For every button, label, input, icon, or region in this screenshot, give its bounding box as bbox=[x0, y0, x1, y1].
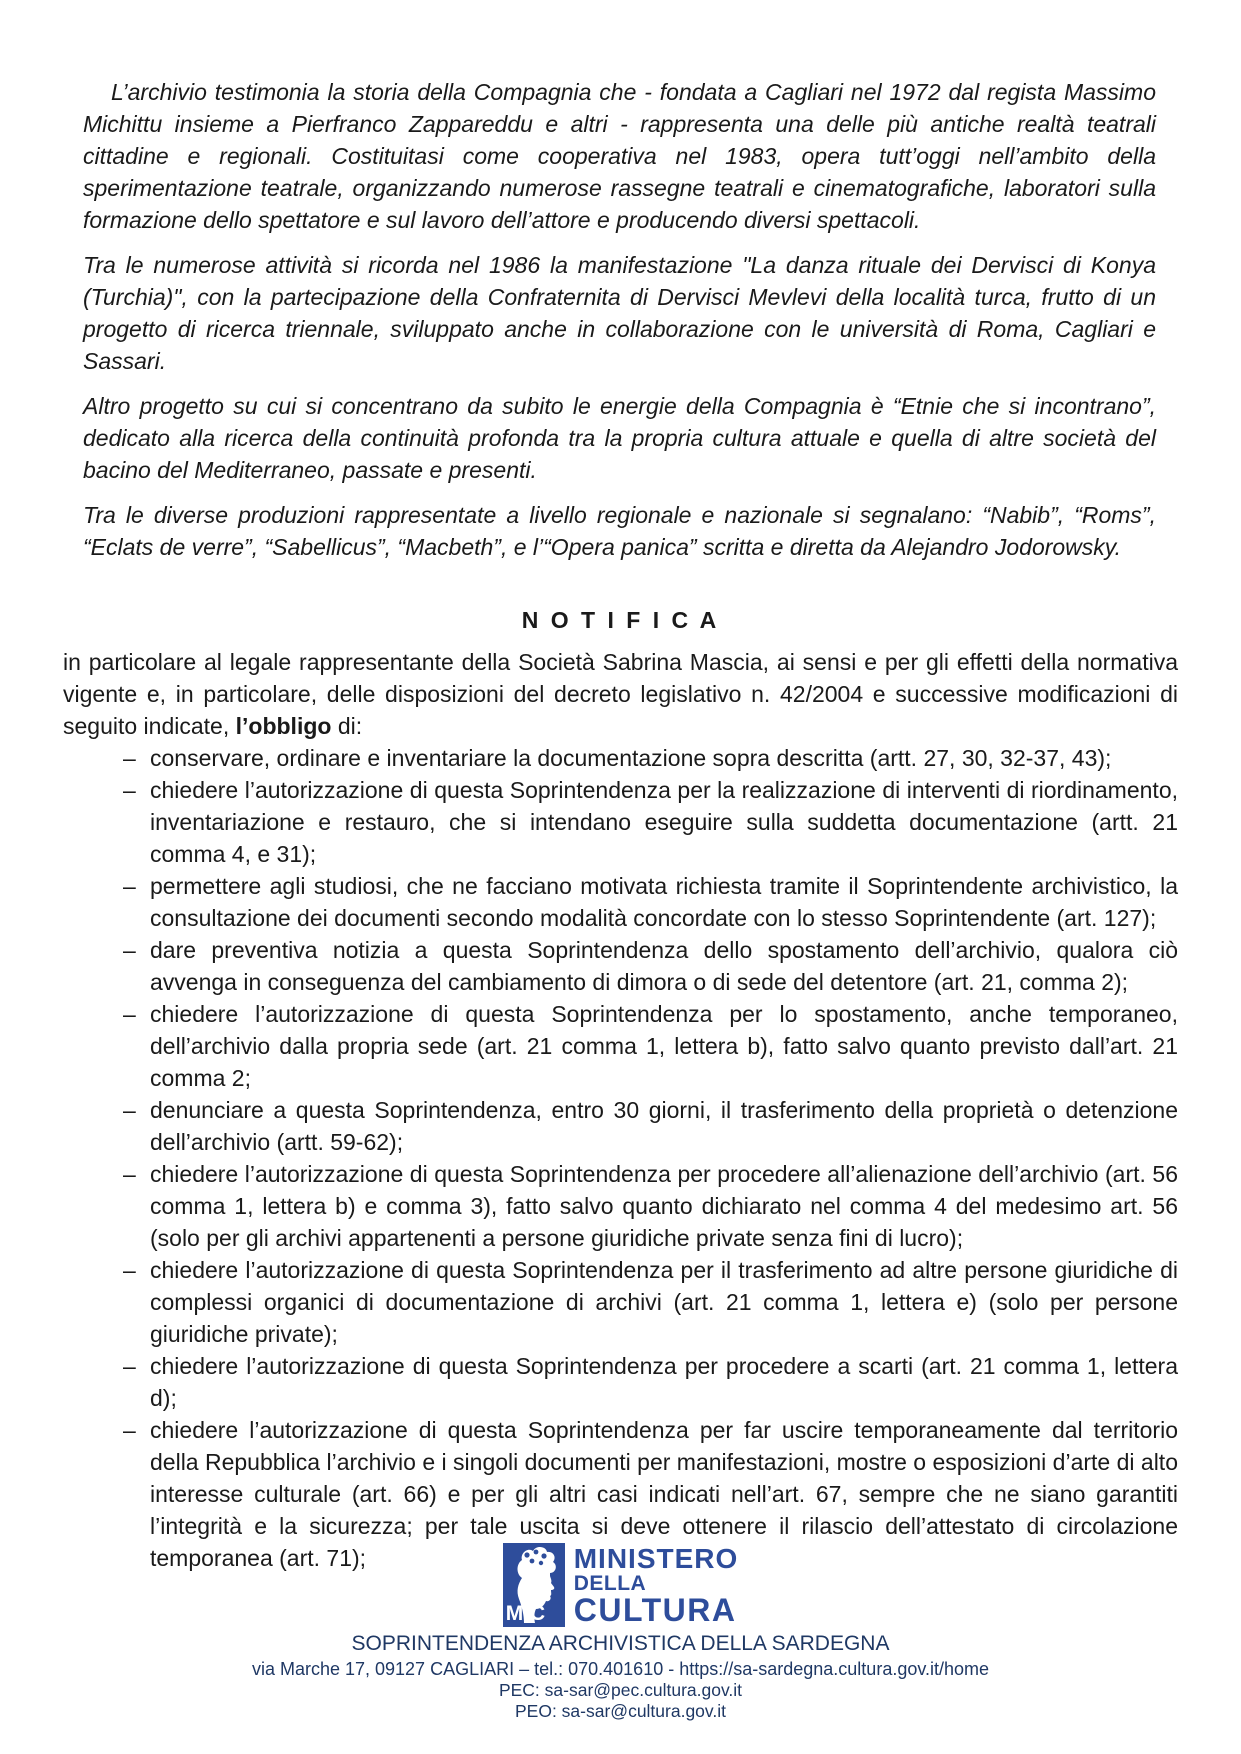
pec-line: PEC: sa-sar@pec.cultura.gov.it bbox=[498, 1680, 743, 1700]
list-item-text: chiedere l’autorizzazione di questa Soprintendenza per la realizzazione di interventi di riordinamento, inventariazione e restauro, che si intendano eseguire sulla suddetta documentazione (artt. 21 comma 4, e 31); bbox=[150, 777, 1178, 867]
lead-bold-obbligo: l’obbligo bbox=[235, 713, 332, 739]
notifica-lead bbox=[63, 646, 1178, 742]
list-item bbox=[123, 1254, 1178, 1350]
list-item bbox=[123, 774, 1178, 870]
list-dash-marker: – bbox=[123, 1353, 136, 1379]
list-item-text: denunciare a questa Soprintendenza, entro 30 giorni, il trasferimento della proprietà o detenzione dell’archivio (artt. 59-62); bbox=[150, 1097, 1178, 1155]
mic-logo bbox=[0, 1543, 1241, 1629]
ministry-name-line1: MINISTERO bbox=[573, 1543, 739, 1574]
list-item bbox=[123, 1158, 1178, 1254]
intro-paragraph: L’archivio testimonia la storia della Compagnia che - fondata a Cagliari nel 1972 dal regista Massimo Michittu insieme a Pierfranco Zappareddu e altri - rappresenta una delle più antiche realtà teatrali cittadine e regionali. Costituitasi come cooperativa nel 1983, opera tutt’oggi nell’ambito della sperimentazione teatrale, organizzando numerose rassegne teatrali e cinematografiche, laboratori sulla formazione dello spettatore e sul lavoro dell’attore e producendo diversi spettacoli. bbox=[83, 79, 1156, 233]
intro-section bbox=[83, 76, 1156, 563]
list-dash-marker: – bbox=[123, 1417, 136, 1443]
list-item-text: permettere agli studiosi, che ne facciano motivata richiesta tramite il Soprintendente archivistico, la consultazione dei documenti secondo modalità concordate con lo stesso Soprintendente (art. 127); bbox=[150, 873, 1178, 931]
lead-text-before: in particolare al legale rappresentante della Società Sabrina Mascia, ai sensi e per gli effetti della normativa vigente e, in particolare, delle disposizioni del decreto legislativo n. 42/2004 e successive modificazioni di seguito indicate, bbox=[63, 649, 1178, 739]
list-item-text: dare preventiva notizia a questa Soprintendenza dello spostamento dell’archivio, qualora ciò avvenga in conseguenza del cambiamento di dimora o di sede del detentore (art. 21, comma 2); bbox=[150, 937, 1178, 995]
intro-paragraph: Altro progetto su cui si concentrano da subito le energie della Compagnia è “Etnie che si incontrano”, dedicato alla ricerca della continuità profonda tra la propria cultura attuale e quella di altre società del bacino del Mediterraneo, passate e presenti. bbox=[83, 393, 1156, 483]
list-dash-marker: – bbox=[123, 1257, 136, 1283]
list-item-text: chiedere l’autorizzazione di questa Soprintendenza per lo spostamento, anche temporaneo, dell’archivio dalla propria sede (art. 21 comma 1, lettera b), fatto salvo quanto previsto dall’art. 21 comma 2; bbox=[150, 1001, 1178, 1091]
ministry-name-line2: DELLA bbox=[573, 1572, 647, 1595]
list-item bbox=[123, 1350, 1178, 1414]
ministry-name bbox=[574, 1543, 739, 1626]
list-dash-marker: – bbox=[123, 873, 136, 899]
list-item-text: chiedere l’autorizzazione di questa Soprintendenza per procedere a scarti (art. 21 comma 1, lettera d); bbox=[150, 1353, 1178, 1411]
notifica-title: N O T I F I C A bbox=[521, 607, 720, 633]
list-item bbox=[123, 1094, 1178, 1158]
list-dash-marker: – bbox=[123, 937, 136, 963]
office-name: SOPRINTENDENZA ARCHIVISTICA DELLA SARDEGNA bbox=[351, 1632, 890, 1655]
list-item-text: chiedere l’autorizzazione di questa Soprintendenza per far uscire temporaneamente dal territorio della Repubblica l’archivio e i singoli documenti per manifestazioni, mostre o esposizioni d’arte di alto interesse culturale (art. 66) e per gli altri casi indicati nell’art. 67, sempre che ne siano garantiti l’integrità e la sicurezza; per tale uscita si deve ottenere il rilascio dell’attestato di circolazione temporanea (art. 71); bbox=[150, 1417, 1178, 1571]
list-item-text: chiedere l’autorizzazione di questa Soprintendenza per procedere all’alienazione dell’archivio (art. 56 comma 1, lettera b) e comma 3), fatto salvo quanto dichiarato nel comma 4 del medesimo art. 56 (solo per gli archivi appartenenti a persone giuridiche private senza fini di lucro); bbox=[150, 1161, 1178, 1251]
list-item bbox=[123, 934, 1178, 998]
mic-logo-square bbox=[503, 1543, 565, 1627]
list-dash-marker: – bbox=[123, 745, 136, 771]
intro-paragraph: Tra le diverse produzioni rappresentate a livello regionale e nazionale si segnalano: “Nabib”, “Roms”, “Eclats de verre”, “Sabellicus”, “Macbeth”, e l’“Opera panica” scritta e diretta da Alejandro Jodorowsky. bbox=[83, 502, 1156, 560]
mic-logo-acronym: MiC bbox=[505, 1602, 546, 1625]
list-dash-marker: – bbox=[123, 777, 136, 803]
lead-text-after: di: bbox=[331, 713, 363, 739]
list-item bbox=[123, 870, 1178, 934]
list-dash-marker: – bbox=[123, 1001, 136, 1027]
list-item-text: conservare, ordinare e inventariare la documentazione sopra descritta (artt. 27, 30, 32-37, 43); bbox=[150, 745, 1112, 771]
address-line: via Marche 17, 09127 CAGLIARI – tel.: 070.401610 - https://sa-sardegna.cultura.gov.it/home bbox=[251, 1659, 990, 1679]
list-item bbox=[123, 998, 1178, 1094]
obligations-list bbox=[63, 742, 1178, 1574]
list-dash-marker: – bbox=[123, 1097, 136, 1123]
list-dash-marker: – bbox=[123, 1161, 136, 1187]
ministry-name-line3: CULTURA bbox=[573, 1592, 737, 1628]
list-item-text: chiedere l’autorizzazione di questa Soprintendenza per il trasferimento ad altre persone giuridiche di complessi organici di documentazione di archivi (art. 21 comma 1, lettera e) (solo per persone giuridiche private); bbox=[150, 1257, 1178, 1347]
peo-line: PEO: sa-sar@cultura.gov.it bbox=[515, 1701, 726, 1721]
list-item bbox=[123, 742, 1178, 774]
page-footer bbox=[0, 1543, 1241, 1722]
intro-paragraph: Tra le numerose attività si ricorda nel 1986 la manifestazione "La danza rituale dei Dervisci di Konya (Turchia)", con la partecipazione della Confraternita di Dervisci Mevlevi della località turca, frutto di un progetto di ricerca triennale, sviluppato anche in collaborazione con le università di Roma, Cagliari e Sassari. bbox=[83, 252, 1156, 374]
